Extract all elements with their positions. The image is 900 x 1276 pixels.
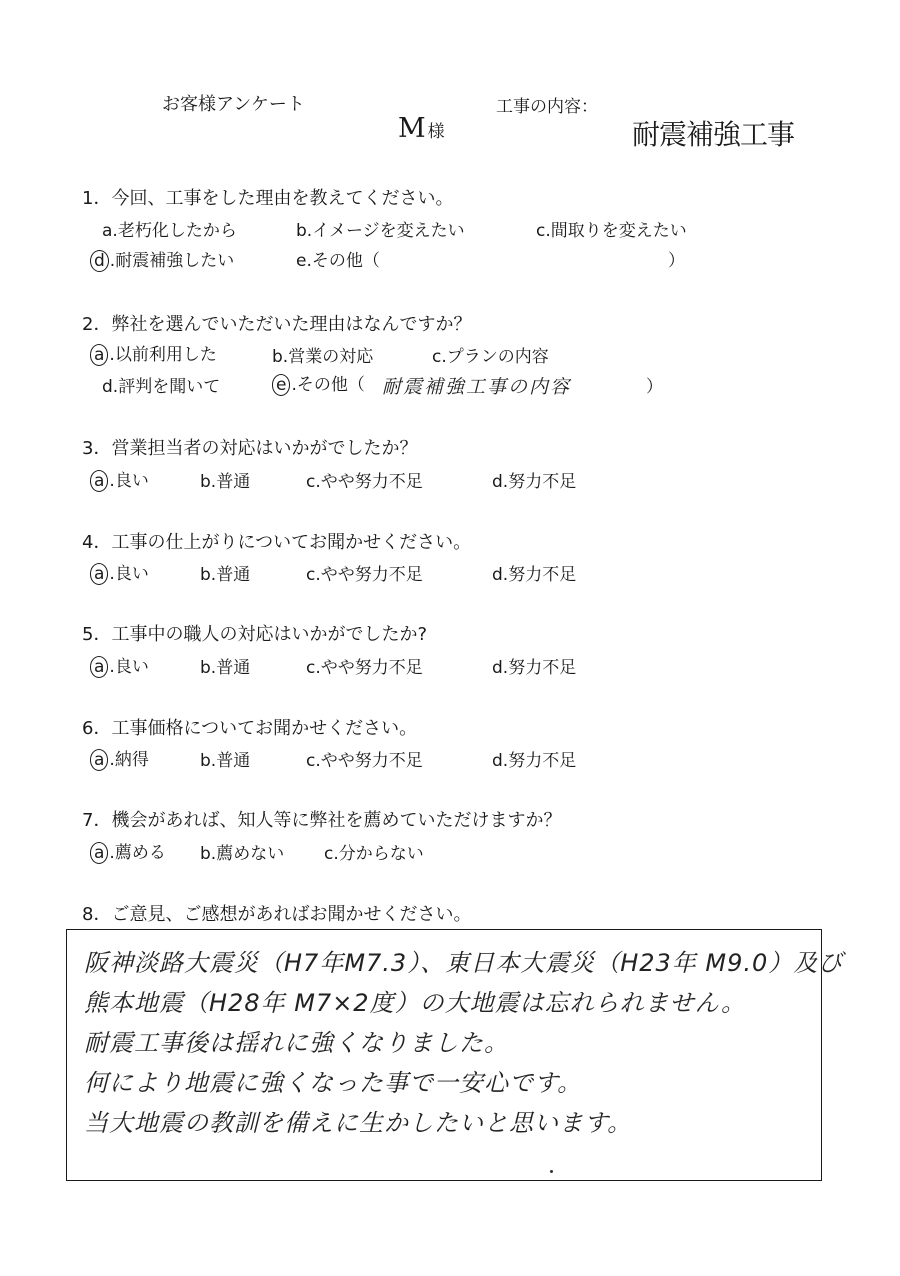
q3-option-d[interactable]: d.努力不足: [492, 472, 577, 492]
q5-option-c[interactable]: c.やや努力不足: [306, 658, 423, 678]
q7-option-b[interactable]: b.薦めない: [200, 844, 285, 864]
q2-option-c[interactable]: c.プランの内容: [432, 347, 549, 367]
q2-option-e-text: .その他（: [291, 375, 365, 395]
q7-option-a-selected[interactable]: [90, 838, 166, 864]
q1-option-e-close: ）: [668, 251, 685, 271]
q6-option-d[interactable]: d.努力不足: [492, 751, 577, 771]
question-3-label: 3．営業担当者の対応はいかがでしたか？: [82, 438, 418, 459]
q2-other-handwritten-answer: 耐震補強工事の内容: [382, 376, 572, 398]
q1-option-d-selected[interactable]: [90, 246, 234, 272]
customer-honorific: 様: [427, 122, 445, 142]
q2-option-b[interactable]: b.営業の対応: [272, 347, 374, 367]
scan-speck: [550, 1170, 553, 1173]
question-2-label: 2．弊社を選んでいただいた理由はなんですか？: [82, 314, 472, 335]
q1-option-b[interactable]: b.イメージを変えたい: [296, 221, 465, 241]
q1-option-e[interactable]: e.その他（: [296, 251, 380, 271]
selection-circle-mark: a: [90, 842, 108, 864]
q2-option-a-text: .以前利用した: [109, 345, 217, 365]
customer-name: [398, 113, 445, 144]
q7-option-a-text: .薦める: [109, 843, 166, 863]
q5-option-a-text: .良い: [109, 657, 149, 677]
work-type-value: 耐震補強工事: [632, 118, 795, 151]
q5-option-a-selected[interactable]: [90, 652, 149, 678]
comment-line-1: 阪神淡路大震災（H7年M7.3）、東日本大震災（H23年 M9.0）及び: [84, 949, 844, 977]
survey-title: お客様アンケート: [162, 94, 305, 115]
question-8-label: 8．ご意見、ご感想があればお聞かせください。: [82, 904, 472, 925]
selection-circle-mark: a: [90, 563, 108, 585]
q3-option-c[interactable]: c.やや努力不足: [306, 472, 423, 492]
q4-option-d[interactable]: d.努力不足: [492, 565, 577, 585]
q1-option-a[interactable]: a.老朽化したから: [102, 221, 237, 241]
q3-option-a-selected[interactable]: [90, 466, 149, 492]
selection-circle-mark: a: [90, 470, 108, 492]
q7-option-c[interactable]: c.分からない: [324, 844, 424, 864]
q5-option-b[interactable]: b.普通: [200, 658, 251, 678]
q6-option-a-selected[interactable]: [90, 745, 149, 771]
q3-option-a-text: .良い: [109, 471, 149, 491]
question-1-label: 1．今回、工事をした理由を教えてください。: [82, 188, 454, 209]
comment-line-2: 熊本地震（H28年 M7×2度）の大地震は忘れられません。: [84, 989, 747, 1017]
q4-option-c[interactable]: c.やや努力不足: [306, 565, 423, 585]
comment-line-3: 耐震工事後は揺れに強くなりました。: [84, 1029, 509, 1057]
q4-option-b[interactable]: b.普通: [200, 565, 251, 585]
question-5-label: 5．工事中の職人の対応はいかがでしたか?: [82, 624, 428, 645]
q4-option-a-selected[interactable]: [90, 559, 149, 585]
q2-option-e-close: ）: [646, 377, 663, 397]
comment-line-5: 当大地震の教訓を備えに生かしたいと思います。: [84, 1109, 633, 1137]
q6-option-c[interactable]: c.やや努力不足: [306, 751, 423, 771]
selection-circle-mark: a: [90, 344, 108, 366]
q3-option-b[interactable]: b.普通: [200, 472, 251, 492]
customer-initial: M: [398, 113, 426, 144]
q6-option-a-text: .納得: [109, 750, 149, 770]
q2-option-e-selected[interactable]: [272, 370, 365, 396]
selection-circle-mark: e: [272, 374, 290, 396]
q1-option-c[interactable]: c.間取りを変えたい: [536, 221, 687, 241]
selection-circle-mark: d: [90, 250, 109, 272]
work-type-label: 工事の内容：: [496, 97, 598, 117]
question-6-label: 6．工事価格についてお聞かせください。: [82, 718, 418, 739]
selection-circle-mark: a: [90, 656, 108, 678]
question-7-label: 7．機会があれば、知人等に弊社を薦めていただけますか？: [82, 810, 562, 831]
q5-option-d[interactable]: d.努力不足: [492, 658, 577, 678]
comment-line-4: 何により地震に強くなった事で一安心です。: [84, 1069, 583, 1097]
selection-circle-mark: a: [90, 749, 108, 771]
q1-option-d-text: .耐震補強したい: [109, 251, 235, 271]
q2-option-d[interactable]: d.評判を聞いて: [102, 377, 221, 397]
q2-option-a-selected[interactable]: [90, 340, 217, 366]
q6-option-b[interactable]: b.普通: [200, 751, 251, 771]
q4-option-a-text: .良い: [109, 564, 149, 584]
question-4-label: 4．工事の仕上がりについてお聞かせください。: [82, 532, 472, 553]
